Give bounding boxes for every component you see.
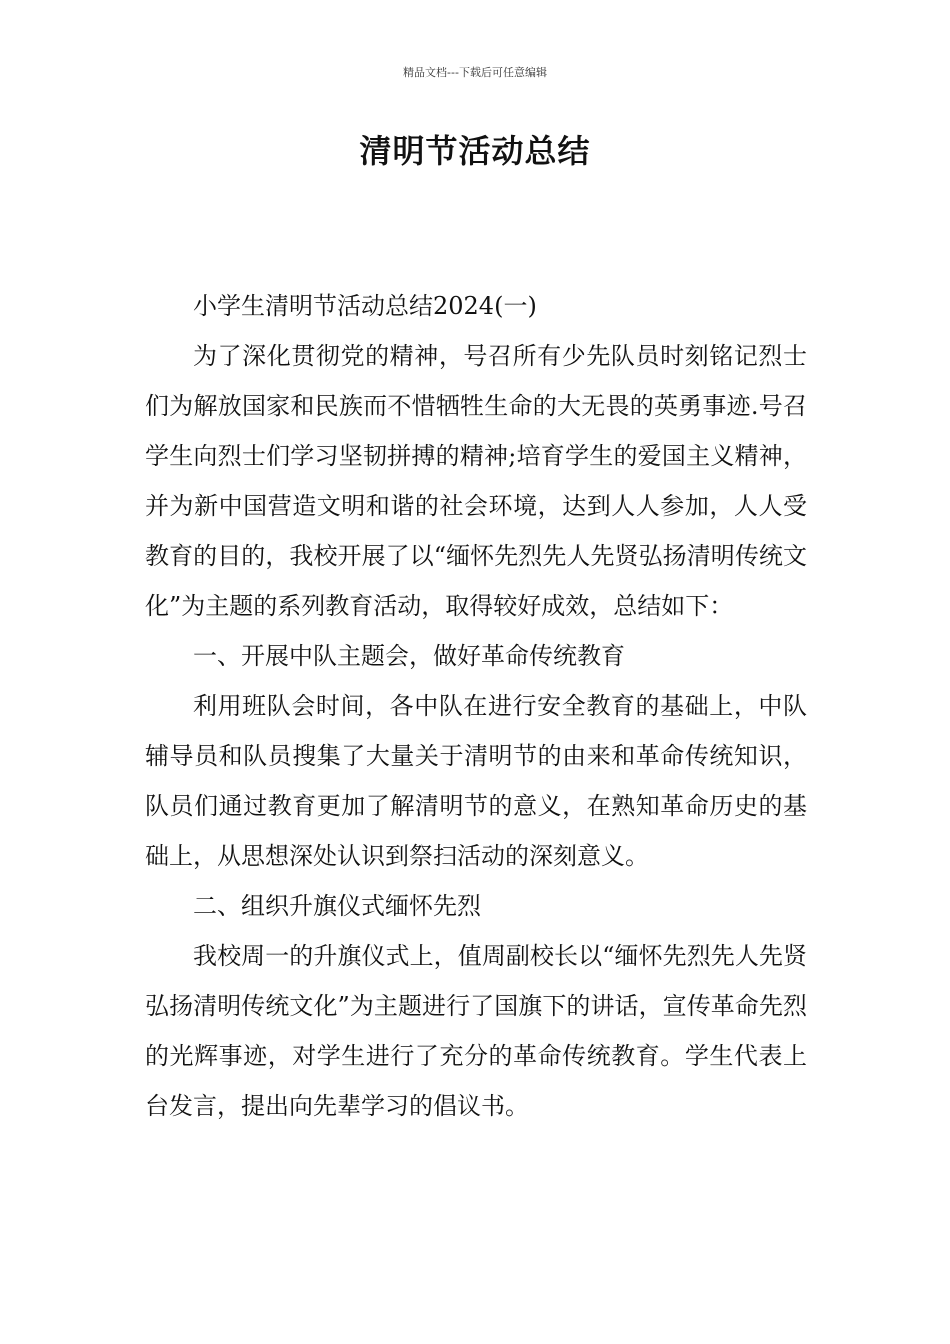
document-body: [145, 281, 807, 1131]
section-heading-2: 二、组织升旗仪式缅怀先烈: [193, 892, 481, 920]
section-paragraph-2: 我校周一的升旗仪式上，值周副校长以“缅怀先烈先人先贤 弘扬清明传统文化”为主题进行了国旗下的讲话，宣传革命先烈的光辉事迹，对学生进行了充分的革命传统教育。学生代表上台发言，提出向先辈学习的倡议书。: [145, 942, 807, 1120]
section-paragraph-1: 利用班队会时间，各中队在进行安全教育的基础上，中队辅导员和队员搜集了大量关于清明节的由来和革命传统知识，队员们通过教育更加了解清明节的意义，在熟知革命历史的基础上，从思想深处认识到祭扫活动的深刻意义。: [145, 692, 807, 870]
intro-paragraph: 为了深化贯彻党的精神，号召所有少先队员时刻铭记烈士们为解放国家和民族而不惜牺牲生命的大无畏的英勇事迹.号召学生向烈士们学习坚韧拼搏的精神;培育学生的爱国主义精神，并为新中国营造文明和谐的社会环境，达到人人参加，人人受教育的目的，我校开展了以“缅怀先烈先人先贤弘扬清明传统文化”为主题的系列教育活动，取得较好成效，总结如下：: [145, 342, 807, 620]
document-title: 清明节活动总结: [359, 132, 591, 170]
header-note: 精品文档---下载后可任意编辑: [403, 66, 547, 79]
subtitle-line: 小学生清明节活动总结2024(一): [193, 292, 537, 320]
section-heading-1: 一、开展中队主题会，做好革命传统教育: [193, 642, 625, 670]
